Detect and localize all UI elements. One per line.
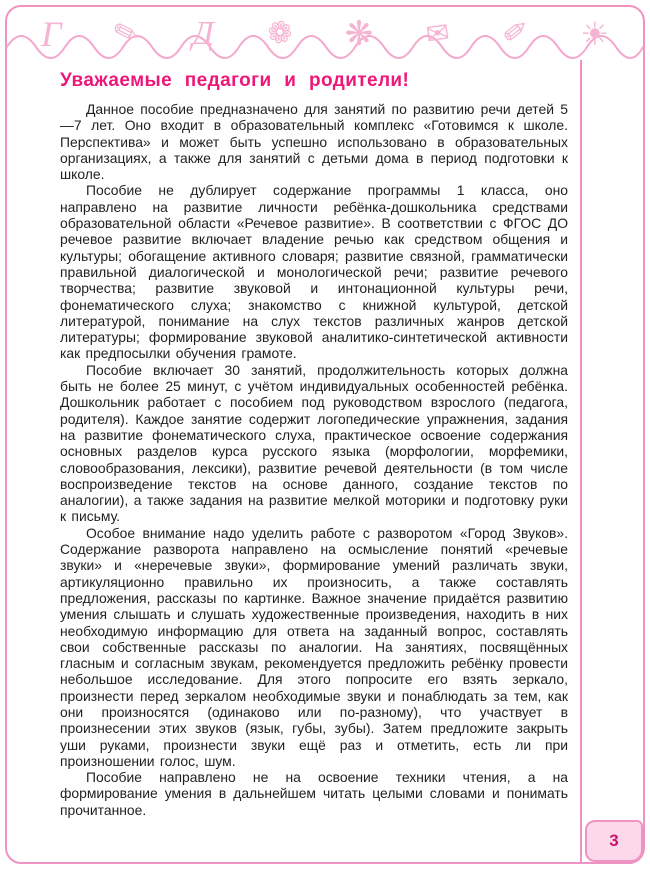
pencil-icon: ✐: [500, 15, 530, 52]
crossed-pencils-icon: ✎: [109, 13, 144, 54]
body-paragraph-5: Пособие направлено не на освоение техники чтения, а на формирование умения в дальнейшем читать целыми словами и понимать прочитанное.: [60, 769, 568, 818]
maple-leaf-icon: ❁: [264, 15, 295, 52]
body-paragraph-3: Пособие включает 30 занятий, продолжительность которых должна быть не более 25 минут, с учётом индивидуальных особенностей ребёнка. Дошкольник работает с пособием под руководством взрослого (педагога, родителя). Каждое занятие содержит логопедические упражнения, задания на развитие фонематического слуха, практическое освоение содержания основных разделов курса русского языка (морфологии, морфемики, словообразования, лексики), развитие речевой деятельности (в том числе воспроизведение текстов на основе данного, создание текстов по аналогии), а также задания на развитие мелкой моторики и подготовку руки к письму.: [60, 361, 568, 525]
dandelion-icon: ❋: [344, 15, 374, 53]
monogram-g-icon: Г: [41, 14, 62, 54]
main-text-column: [60, 70, 568, 818]
decorative-header-band: [7, 7, 643, 61]
header-doodle-icons: [7, 7, 643, 61]
letter-d-icon: Д: [192, 15, 214, 52]
notebook-icon: ✉: [423, 16, 452, 51]
sun-icon: ☀: [580, 16, 609, 52]
page-number-box: [585, 820, 643, 862]
right-margin-rule: [580, 60, 582, 862]
page-title: Уважаемые педагоги и родители!: [60, 70, 410, 91]
page-number: 3: [609, 831, 619, 850]
body-paragraph-4: Особое внимание надо уделить работе с разворотом «Город Звуков». Содержание разворота направлено на осмысление понятий «речевые звуки» и «неречевые звуки», формирование умений различать звуки, артикуляционно правильно их произносить, а также составлять предложения, рассказы по картинке. Важное значение придаётся развитию умения слышать и слушать художественные произведения, находить в них необходимую информацию для ответа на заданный вопрос, составлять свои собственные рассказы по аналогии. На занятиях, посвящённых гласным и согласным звукам, рекомендуется предложить ребёнку провести небольшое исследование. Для этого попросите его взять зеркало, произнести перед зеркалом необходимые звуки и понаблюдать за тем, как они произносятся (одинаково или по-разному), что участвует в произнесении этих звуков (язык, губы, зубы). Затем предложите закрыть уши руками, произнести звуки ещё раз и отметить, есть ли при произношении голос, шум.: [60, 524, 568, 769]
body-paragraph-1: Данное пособие предназначено для занятий по развитию речи детей 5—7 лет. Оно входит в образовательный комплекс «Готовимся к школе. Перспектива» и может быть успешно использовано в образовательных организациях, а также для занятий с детьми дома в период подготовки к школе.: [60, 101, 568, 183]
body-paragraph-2: Пособие не дублирует содержание программы 1 класса, оно направлено на развитие личности ребёнка-дошкольника средствами образовательной области «Речевое развитие». В соответствии с ФГОС ДО речевое развитие включает владение речью как средством общения и культуры; обогащение активного словаря; развитие связной, грамматически правильной диалогической и монологической речи; развитие речевого творчества; развитие звуковой и интонационной культуры речи, фонематического слуха; знакомство с книжной культурой, детской литературой, понимание на слух текстов различных жанров детской литературы; формирование звуковой аналитико-синтетической активности как предпосылки обучения грамоте.: [60, 182, 568, 362]
